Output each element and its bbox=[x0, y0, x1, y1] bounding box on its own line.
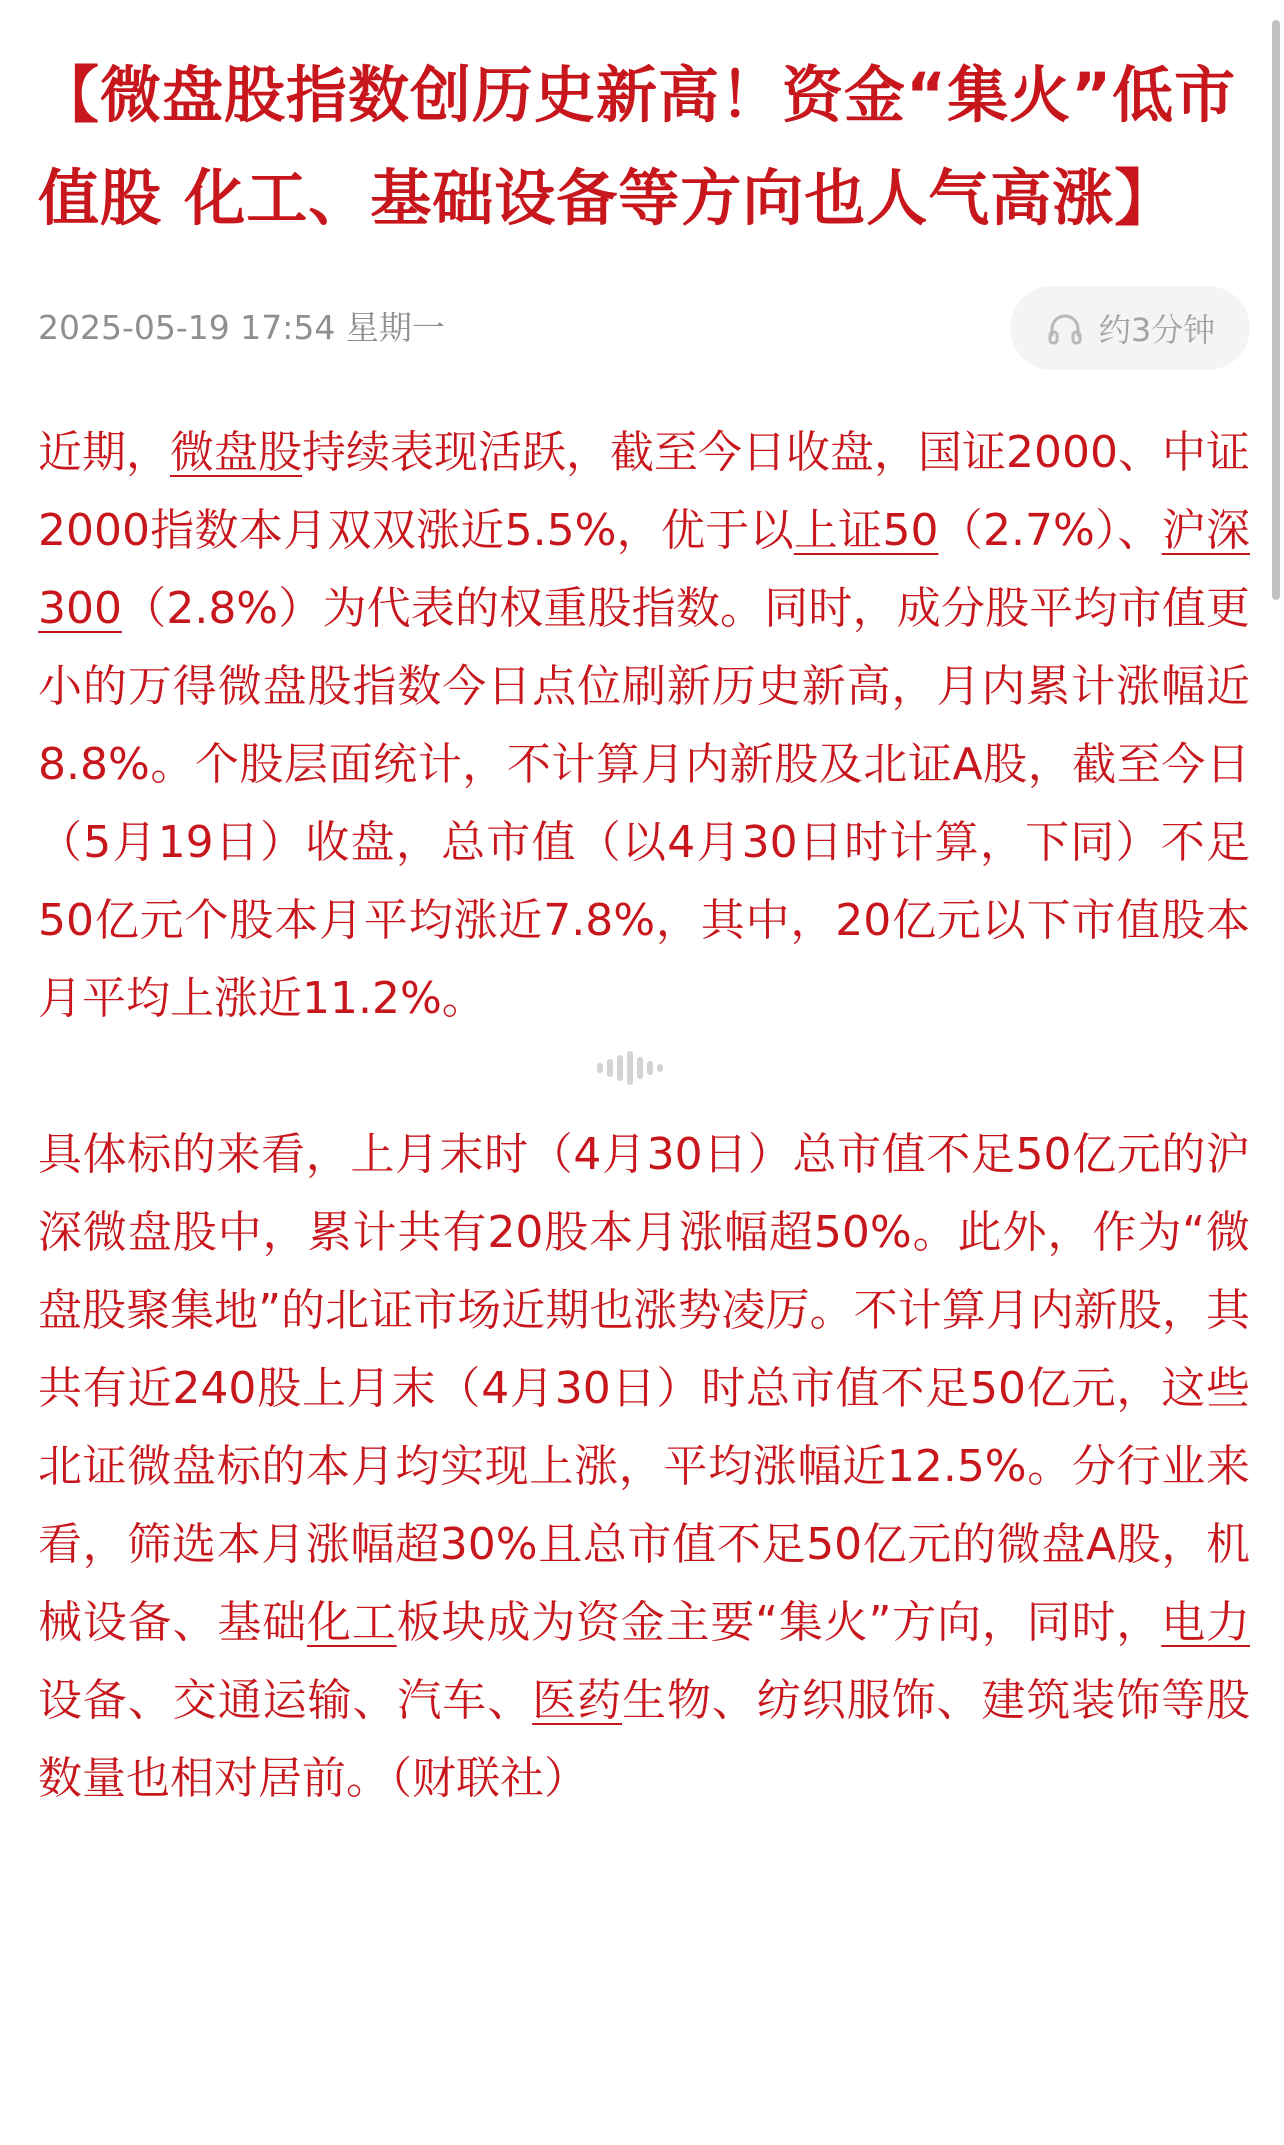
paragraph-text: （2.8%）为代表的权重股指数。同时，成分股平均市值更小的万得微盘股指数今日点位刷新历史新高，月内累计涨幅近8.8%。个股层面统计，不计算月内新股及北证A股，截至今日（5月19日）收盘，总市值（以4月30日时计算，下同）不足50亿元个股本月平均涨近7.8%，其中，20亿元以下市值股本月平均上涨近11.2%。 bbox=[38, 583, 1250, 1024]
link-power[interactable]: 电力 bbox=[1161, 1597, 1251, 1648]
paragraph bbox=[38, 414, 1250, 1038]
link-chemicals[interactable]: 化工 bbox=[306, 1597, 397, 1648]
paragraph-text: 设备、交通运输、汽车、 bbox=[38, 1675, 533, 1726]
link-csi-300[interactable]: 沪深300 bbox=[38, 505, 1250, 634]
paragraph-text: 持续表现活跃，截至今日收盘，国证2000、中证2000指数本月双双涨近5.5%，优于以 bbox=[38, 427, 1251, 556]
paragraph-text: 近期， bbox=[38, 427, 171, 478]
link-medicine[interactable]: 医药 bbox=[532, 1675, 623, 1726]
article-body bbox=[38, 414, 1250, 1818]
loading-indicator-icon bbox=[597, 1047, 737, 1089]
headphones-icon bbox=[1045, 308, 1085, 348]
paragraph-text: 具体标的来看，上月末时（4月30日）总市值不足50亿元的沪深微盘股中，累计共有20股本月涨幅超50%。此外，作为“微盘股聚集地”的北证市场近期也涨势凌厉。不计算月内新股，其共有近240股上月末（4月30日）时总市值不足50亿元，这些北证微盘标的本月均实现上涨，平均涨幅近12.5%。分行业来看，筛选本月涨幅超30%且总市值不足50亿元的微盘A股，机械设备、基础 bbox=[38, 1129, 1250, 1648]
article-page bbox=[38, 0, 1250, 1818]
listen-duration: 约3分钟 bbox=[1098, 311, 1216, 349]
article-meta bbox=[38, 286, 1250, 370]
link-micro-cap-stocks[interactable]: 微盘股 bbox=[170, 427, 303, 478]
paragraph-text: 板块成为资金主要“集火”方向，同时， bbox=[396, 1597, 1162, 1648]
link-sse-50[interactable]: 上证50 bbox=[793, 505, 939, 556]
paragraph-text: （2.7%）、 bbox=[938, 505, 1162, 556]
listen-button[interactable] bbox=[1010, 286, 1250, 370]
paragraph-text: 生物、纺织服饰、建筑装饰等股数量也相对居前。（财联社） bbox=[38, 1675, 1251, 1804]
paragraph bbox=[38, 1116, 1250, 1818]
scrollbar[interactable] bbox=[1272, 20, 1280, 600]
article-title: 【微盘股指数创历史新高！资金“集火”低市值股 化工、基础设备等方向也人气高涨】 bbox=[38, 60, 1237, 234]
publish-date: 2025-05-19 17:54 星期一 bbox=[38, 308, 445, 347]
